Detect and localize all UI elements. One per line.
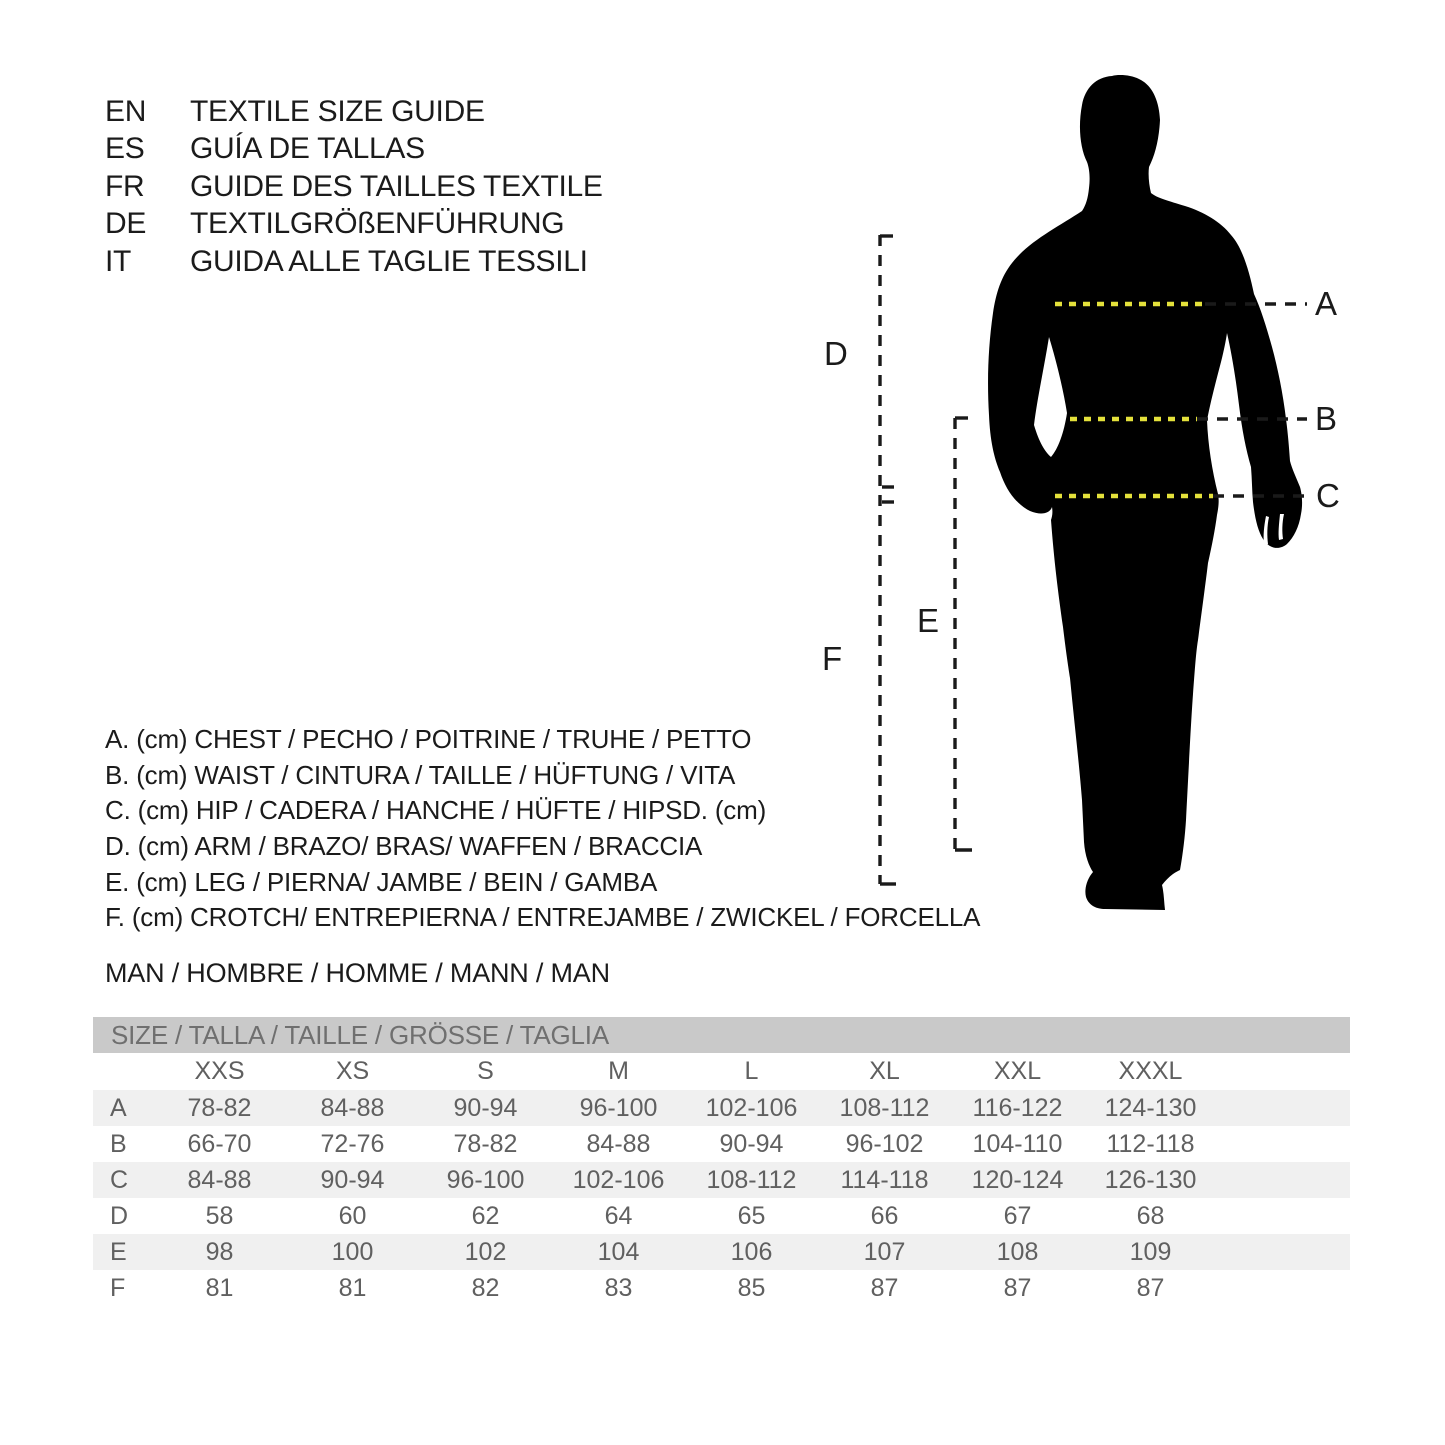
language-label: TEXTILE SIZE GUIDE (190, 94, 485, 128)
size-value: 58 (205, 1201, 234, 1230)
size-table (93, 1017, 1350, 1306)
size-value: 96-100 (579, 1093, 658, 1122)
size-value: 60 (338, 1201, 367, 1230)
size-columns-row (93, 1053, 1350, 1090)
size-row-label: D (110, 1201, 129, 1230)
size-table-body (93, 1090, 1350, 1306)
label-waist-b: B (1315, 400, 1338, 437)
size-value: 102 (464, 1237, 507, 1266)
size-value: 84-88 (320, 1093, 385, 1122)
measurement-legend (105, 722, 980, 936)
man-silhouette (988, 75, 1302, 910)
label-hip-c: C (1316, 477, 1340, 514)
size-value: 68 (1136, 1201, 1165, 1230)
table-row (93, 1270, 1350, 1306)
size-value: 126-130 (1104, 1165, 1197, 1194)
label-arm-d: D (824, 335, 848, 372)
language-label: TEXTILGRÖßENFÜHRUNG (190, 207, 565, 241)
legend-item: D. (cm) ARM / BRAZO/ BRAS/ WAFFEN / BRACCIA (105, 831, 703, 862)
size-value: 96-102 (845, 1129, 924, 1158)
size-value: 64 (604, 1201, 633, 1230)
size-column-header: XS (335, 1057, 370, 1085)
language-code: DE (105, 207, 147, 241)
size-value: 72-76 (320, 1129, 385, 1158)
legend-item: F. (cm) CROTCH/ ENTREPIERNA / ENTREJAMBE / ZWICKEL / FORCELLA (105, 902, 981, 933)
legend-item: B. (cm) WAIST / CINTURA / TAILLE / HÜFTUNG / VITA (105, 759, 736, 790)
size-value: 100 (331, 1237, 374, 1266)
size-column-header: M (608, 1057, 629, 1085)
language-code: EN (105, 94, 147, 128)
table-row (93, 1198, 1350, 1234)
size-row-label: A (110, 1093, 127, 1122)
size-value: 90-94 (453, 1093, 518, 1122)
size-value: 66-70 (187, 1129, 252, 1158)
size-value: 84-88 (187, 1165, 252, 1194)
language-label: GUIDA ALLE TAGLIE TESSILI (190, 244, 588, 278)
size-column-header: XL (869, 1057, 900, 1085)
language-code: FR (105, 169, 145, 203)
size-value: 67 (1003, 1201, 1032, 1230)
size-value: 112-118 (1106, 1129, 1195, 1158)
label-crotch-f: F (822, 640, 843, 677)
size-value: 85 (737, 1273, 766, 1302)
size-value: 108-112 (839, 1093, 930, 1122)
size-table-title: SIZE / TALLA / TAILLE / GRÖSSE / TAGLIA (93, 1017, 1350, 1053)
size-row-label: B (110, 1129, 127, 1158)
legend-item: C. (cm) HIP / CADERA / HANCHE / HÜFTE / HIPSD. (cm) (105, 795, 767, 826)
size-value: 81 (338, 1273, 367, 1302)
size-value: 65 (737, 1201, 766, 1230)
size-value: 108-112 (706, 1165, 797, 1194)
legend-item: E. (cm) LEG / PIERNA/ JAMBE / BEIN / GAMBA (105, 866, 658, 897)
size-value: 124-130 (1104, 1093, 1197, 1122)
size-column-header: XXXL (1118, 1057, 1183, 1085)
size-value: 87 (870, 1273, 899, 1302)
size-value: 82 (471, 1273, 500, 1302)
size-value: 87 (1136, 1273, 1165, 1302)
legend-item: A. (cm) CHEST / PECHO / POITRINE / TRUHE / PETTO (105, 724, 752, 755)
label-leg-e: E (917, 602, 940, 639)
size-value: 90-94 (320, 1165, 385, 1194)
size-value: 98 (205, 1237, 234, 1266)
size-value: 108 (996, 1237, 1039, 1266)
size-value: 78-82 (187, 1093, 252, 1122)
size-value: 83 (604, 1273, 633, 1302)
size-row-label: E (110, 1237, 127, 1266)
size-column-header: XXL (993, 1057, 1042, 1085)
size-value: 107 (863, 1237, 906, 1266)
language-label: GUÍA DE TALLAS (190, 132, 425, 166)
size-value: 78-82 (453, 1129, 518, 1158)
size-value: 96-100 (446, 1165, 525, 1194)
size-value: 102-106 (705, 1093, 798, 1122)
size-value: 66 (870, 1201, 899, 1230)
size-value: 84-88 (586, 1129, 651, 1158)
size-column-header: XXS (194, 1057, 245, 1085)
size-row-label: C (110, 1165, 129, 1194)
language-label: GUIDE DES TAILLES TEXTILE (190, 169, 603, 203)
size-value: 116-122 (972, 1093, 1063, 1122)
table-row (93, 1162, 1350, 1198)
size-value: 81 (205, 1273, 234, 1302)
size-value: 104 (597, 1237, 640, 1266)
size-value: 104-110 (972, 1129, 1063, 1158)
category-title: MAN / HOMBRE / HOMME / MANN / MAN (105, 958, 610, 988)
language-code: ES (105, 132, 145, 166)
size-column-header: S (477, 1057, 494, 1085)
size-value: 120-124 (971, 1165, 1064, 1194)
language-code: IT (105, 244, 132, 278)
size-value: 114-118 (840, 1165, 929, 1194)
size-value: 109 (1129, 1237, 1172, 1266)
table-row (93, 1234, 1350, 1270)
size-value: 102-106 (572, 1165, 665, 1194)
size-column-header: L (744, 1057, 759, 1085)
table-row (93, 1126, 1350, 1162)
size-value: 90-94 (719, 1129, 784, 1158)
table-row (93, 1090, 1350, 1126)
size-value: 106 (730, 1237, 773, 1266)
label-chest-a: A (1315, 285, 1338, 322)
size-row-label: F (110, 1273, 126, 1302)
size-value: 62 (471, 1201, 500, 1230)
size-value: 87 (1003, 1273, 1032, 1302)
